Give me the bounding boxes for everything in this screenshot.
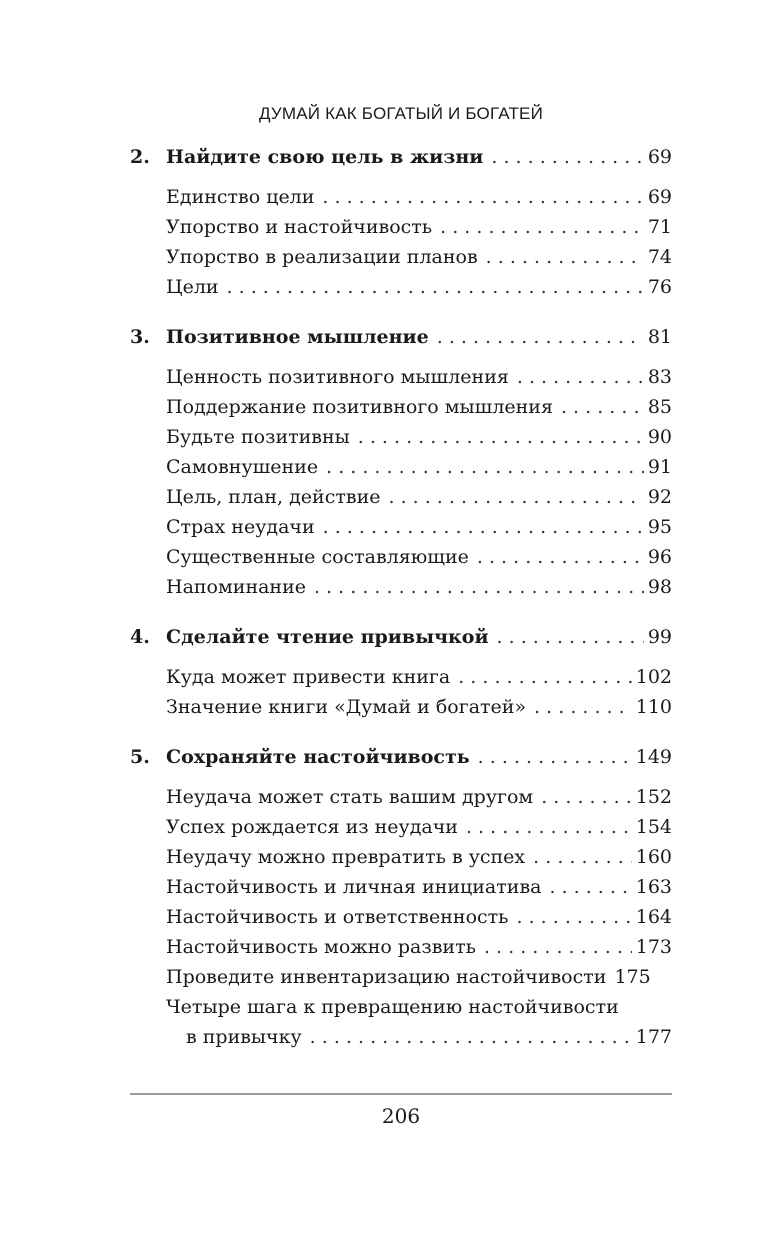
toc-entry[interactable]: [130, 422, 672, 452]
toc-entry[interactable]: [130, 242, 672, 272]
toc-entry[interactable]: [130, 362, 672, 392]
chapter-heading[interactable]: [130, 142, 672, 172]
chapter-heading[interactable]: [130, 742, 672, 772]
dot-leader: [497, 622, 644, 652]
toc-entry[interactable]: [130, 182, 672, 212]
chapter-number: 5.: [130, 746, 150, 768]
page-number: 98: [647, 576, 672, 598]
page-number: 69: [647, 146, 672, 168]
entry-title: Значение книги «Думай и богатей»: [166, 696, 527, 718]
dot-leader: [326, 452, 644, 482]
toc-entry[interactable]: [130, 842, 672, 872]
dot-leader: [534, 692, 632, 722]
entry-title-line1: Четыре шага к превращению настойчивости: [166, 996, 619, 1018]
dot-leader: [458, 662, 632, 692]
dot-leader: [227, 272, 644, 302]
page-number: 81: [647, 326, 672, 348]
dot-leader: [484, 932, 632, 962]
entry-title: Ценность позитивного мышления: [166, 366, 509, 388]
dot-leader: [517, 902, 632, 932]
page-number: 164: [635, 906, 672, 928]
page-number: 74: [647, 246, 672, 268]
dot-leader: [437, 322, 644, 352]
toc-entry-multiline-first[interactable]: [130, 992, 672, 1022]
page-number: 71: [647, 216, 672, 238]
toc-chapter-5: [130, 742, 672, 1052]
entry-title: Единство цели: [166, 186, 315, 208]
entry-title: Самовнушение: [166, 456, 319, 478]
entry-title: Настойчивость и ответственность: [166, 906, 509, 928]
toc-entry[interactable]: [130, 662, 672, 692]
entry-title: Цели: [166, 276, 219, 298]
dot-leader: [440, 212, 644, 242]
toc-entry[interactable]: [130, 512, 672, 542]
toc-chapter-4: [130, 622, 672, 722]
book-page: [130, 0, 672, 1240]
chapter-heading[interactable]: [130, 622, 672, 652]
chapter-number: 2.: [130, 146, 150, 168]
page-number: 83: [647, 366, 672, 388]
entry-title: Настойчивость и личная инициатива: [166, 876, 542, 898]
folio-page-number: 206: [381, 1104, 421, 1128]
entry-title: Настойчивость можно развить: [166, 936, 476, 958]
page-number: 69: [647, 186, 672, 208]
toc-entry[interactable]: [130, 962, 672, 992]
page-number: 152: [635, 786, 672, 808]
page-number: 95: [647, 516, 672, 538]
toc-entry[interactable]: [130, 902, 672, 932]
page-number: 175: [614, 966, 651, 988]
dot-leader: [310, 1022, 632, 1052]
dot-leader: [561, 392, 644, 422]
entry-title: Куда может привести книга: [166, 666, 451, 688]
toc-entry[interactable]: [130, 452, 672, 482]
running-head: ДУМАЙ КАК БОГАТЫЙ И БОГАТЕЙ: [258, 104, 543, 123]
entry-title: Поддержание позитивного мышления: [166, 396, 553, 418]
page-number: 177: [635, 1026, 672, 1048]
footer-rule: [130, 1093, 672, 1095]
entry-title-line2: в привычку: [186, 1026, 302, 1048]
entry-title: Упорство в реализации планов: [166, 246, 478, 268]
toc-entry[interactable]: [130, 572, 672, 602]
toc-entry[interactable]: [130, 482, 672, 512]
toc-entry-multiline-second[interactable]: [130, 1022, 672, 1052]
dot-leader: [358, 422, 644, 452]
chapter-title: Сохраняйте настойчивость: [166, 746, 470, 768]
chapter-number: 4.: [130, 626, 150, 648]
toc-entry[interactable]: [130, 212, 672, 242]
dot-leader: [466, 812, 632, 842]
toc-entry[interactable]: [130, 782, 672, 812]
entry-title: Страх неудачи: [166, 516, 315, 538]
dot-leader: [549, 872, 631, 902]
page-number: 96: [647, 546, 672, 568]
page-number: 154: [635, 816, 672, 838]
dot-leader: [491, 142, 643, 172]
page-number: 149: [635, 746, 672, 768]
toc-entry[interactable]: [130, 392, 672, 422]
chapter-number: 3.: [130, 326, 150, 348]
dot-leader: [541, 782, 632, 812]
dot-leader: [323, 512, 644, 542]
entry-title: Проведите инвентаризацию настойчивости: [166, 966, 607, 988]
toc-chapter-3: [130, 322, 672, 602]
chapter-title: Позитивное мышление: [166, 326, 429, 348]
toc-entry[interactable]: [130, 692, 672, 722]
page-number: 85: [647, 396, 672, 418]
entry-title: Упорство и настойчивость: [166, 216, 433, 238]
toc-entry[interactable]: [130, 812, 672, 842]
entry-title: Успех рождается из неудачи: [166, 816, 458, 838]
dot-leader: [486, 242, 644, 272]
page-number: 173: [635, 936, 672, 958]
dot-leader: [314, 572, 644, 602]
page-number: 91: [647, 456, 672, 478]
toc-chapter-2: [130, 142, 672, 302]
page-number: 110: [635, 696, 672, 718]
toc-entry[interactable]: [130, 542, 672, 572]
page-number: 76: [647, 276, 672, 298]
entry-title: Цель, план, действие: [166, 486, 381, 508]
page-number: 90: [647, 426, 672, 448]
entry-title: Неудачу можно превратить в успех: [166, 846, 526, 868]
dot-leader: [322, 182, 643, 212]
toc-entry[interactable]: [130, 932, 672, 962]
dot-leader: [533, 842, 632, 872]
dot-leader: [477, 542, 644, 572]
entry-title: Напоминание: [166, 576, 307, 598]
page-number: 99: [647, 626, 672, 648]
toc-entry[interactable]: [130, 872, 672, 902]
entry-title: Неудача может стать вашим другом: [166, 786, 534, 808]
chapter-heading[interactable]: [130, 322, 672, 352]
dot-leader: [388, 482, 643, 512]
dot-leader: [517, 362, 644, 392]
entry-title: Будьте позитивны: [166, 426, 350, 448]
toc-entry[interactable]: [130, 272, 672, 302]
page-number: 102: [635, 666, 672, 688]
table-of-contents: [130, 140, 672, 1072]
chapter-title: Найдите свою цель в жизни: [166, 146, 484, 168]
dot-leader: [478, 742, 632, 772]
entry-title: Существенные составляющие: [166, 546, 469, 568]
page-number: 92: [647, 486, 672, 508]
page-number: 163: [635, 876, 672, 898]
page-number: 160: [635, 846, 672, 868]
chapter-title: Сделайте чтение привычкой: [166, 626, 489, 648]
